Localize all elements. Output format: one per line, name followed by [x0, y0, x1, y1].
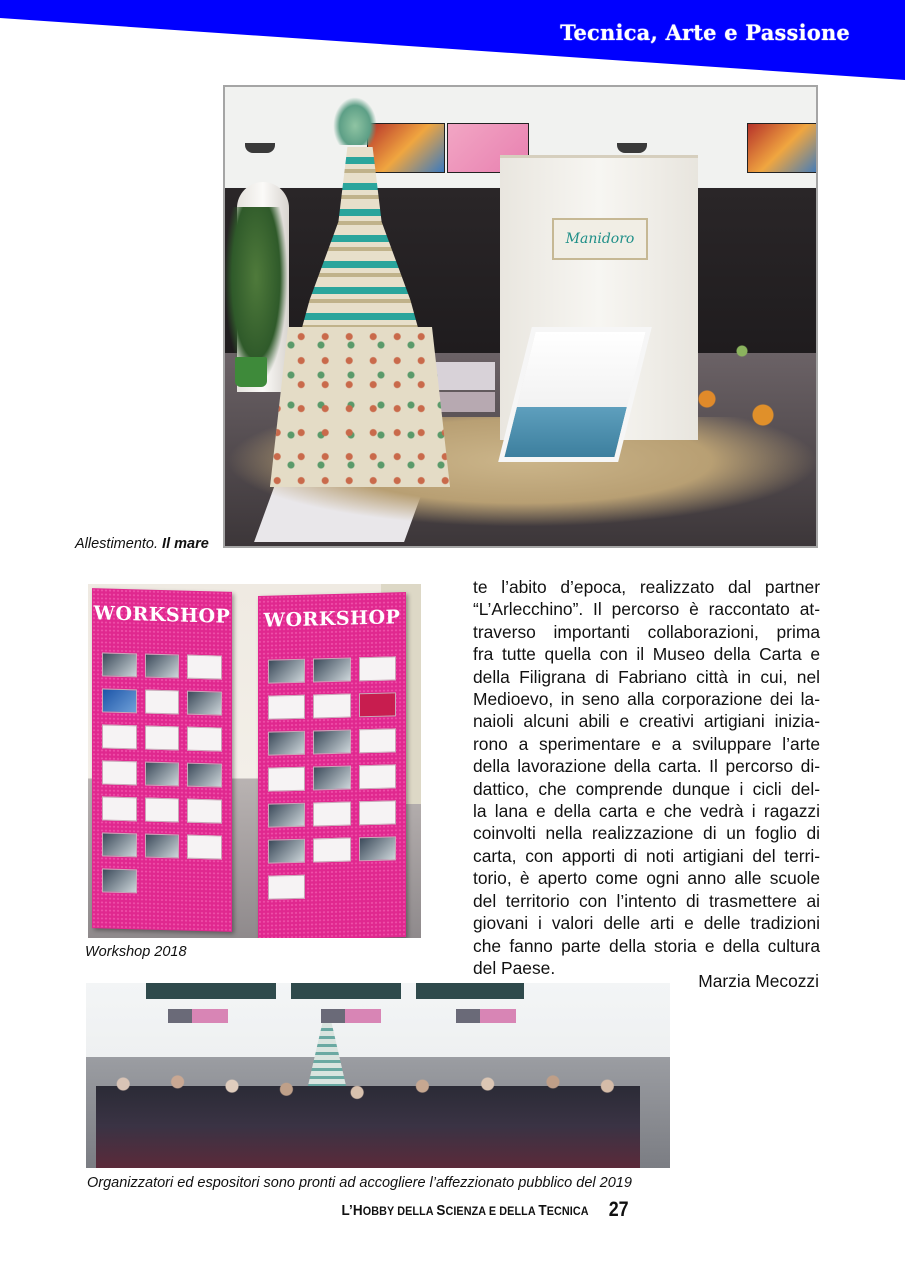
panel-card	[102, 760, 137, 785]
article-body	[473, 576, 820, 979]
article-line: che fanno parte della storia e della cultura	[473, 935, 820, 956]
panel-card	[145, 726, 180, 751]
article-line: te l’abito d’epoca, realizzato dal partner	[473, 577, 820, 597]
photo-balcony	[146, 983, 276, 999]
title-part: CIENZA E DELLA	[445, 1204, 539, 1218]
panel-card	[313, 730, 350, 755]
article-line: traverso importanti collaborazioni, prima	[473, 621, 820, 642]
panel-card	[102, 832, 137, 857]
panel-card	[145, 654, 180, 679]
panel-card	[313, 694, 350, 719]
panel-card	[268, 803, 305, 828]
title-part: OBBY DELLA	[362, 1204, 437, 1218]
photo-coral-decoration	[665, 287, 805, 447]
photo-il-mare-installation	[223, 85, 818, 548]
caption-workshop: Workshop 2018	[85, 944, 187, 960]
panel-card	[268, 839, 305, 864]
panel-title: WORKSHOP	[263, 606, 401, 632]
panel-card	[313, 838, 350, 863]
panel-card	[268, 875, 305, 900]
article-line: la lana e della carta e che vedrà i ragazzi	[473, 801, 820, 822]
page-number: 27	[609, 1198, 629, 1221]
photo-screen	[321, 1009, 381, 1023]
panel-card	[268, 731, 305, 756]
panel-card	[359, 656, 396, 681]
panel-card	[313, 802, 350, 827]
page-footer	[0, 1198, 905, 1222]
workshop-panel-right	[258, 592, 406, 938]
panel-card	[268, 659, 305, 684]
article-line: “L’Arlecchino”. Il percorso è raccontato at-	[473, 599, 820, 620]
panel-card	[145, 690, 180, 715]
photo-dress-embroidery	[270, 327, 450, 487]
panel-card	[187, 799, 222, 824]
article-line: del territorio con l’intento di trasmettere ai	[473, 890, 820, 911]
panel-card	[359, 728, 396, 753]
article-line: rono a sperimentare e a sviluppare l’arte	[473, 733, 820, 754]
panel-card	[145, 762, 180, 787]
photo-screen	[747, 123, 818, 173]
article-line: carta, con apporti di noti artigiani del terri-	[473, 845, 820, 866]
panel-card	[102, 796, 137, 821]
caption-prefix: Allestimento.	[75, 536, 163, 552]
panel-card	[145, 798, 180, 823]
article-line: coinvolti nella realizzazione di un foglio di	[473, 823, 820, 844]
article-line: torio, è aperto come ogni anno alle scuole	[473, 868, 820, 889]
article-line: giovani i valori delle arti e delle tradizioni	[473, 913, 820, 934]
panel-card	[359, 836, 396, 861]
article-line: della Filigrana di Fabriano città in cui, nel	[473, 666, 820, 687]
panel-grid	[268, 656, 396, 899]
article-line: fra tutte quella con il Museo della Carta e	[473, 644, 820, 665]
panel-card	[102, 724, 137, 749]
photo-screen	[367, 123, 445, 173]
panel-card	[313, 766, 350, 791]
photo-lamp	[245, 143, 275, 153]
panel-card	[102, 652, 137, 677]
article-line: naioli alcuni abili e creativi artigiani inizia-	[473, 711, 820, 732]
panel-card	[187, 835, 222, 860]
magazine-title	[342, 1202, 589, 1219]
caption-bold: Il mare	[162, 536, 209, 552]
panel-card	[187, 763, 222, 788]
photo-plant	[225, 207, 287, 382]
panel-grid	[102, 652, 222, 895]
panel-card	[268, 767, 305, 792]
photo-plant-pot	[235, 357, 267, 387]
article-line: del Paese.	[473, 957, 556, 978]
photo-screen	[168, 1009, 228, 1023]
banner-label: Manidoro	[552, 218, 648, 260]
photo-balcony	[416, 983, 524, 999]
title-part: T	[538, 1202, 547, 1219]
caption-group: Organizzatori ed espositori sono pronti ad accogliere l’affezzionato pubblico del 2019	[87, 1175, 632, 1191]
photo-balcony	[291, 983, 401, 999]
article-author: Marzia Mecozzi	[698, 971, 819, 991]
article-line: della lavorazione della carta. Il percorso di-	[473, 756, 820, 777]
panel-card	[187, 655, 222, 680]
title-part: ECNICA	[546, 1204, 589, 1218]
photo-workshop-2018	[88, 584, 421, 938]
photo-dress-headpiece	[333, 97, 377, 145]
panel-card	[102, 868, 137, 893]
article-line: dattico, che comprende dunque i cicli del-	[473, 778, 820, 799]
panel-card	[145, 834, 180, 859]
panel-card	[187, 727, 222, 752]
title-part: S	[436, 1202, 446, 1219]
panel-card	[187, 691, 222, 716]
caption-il-mare	[75, 536, 209, 552]
title-part: L’H	[341, 1202, 363, 1219]
panel-card	[359, 800, 396, 825]
panel-card	[268, 695, 305, 720]
panel-card	[359, 764, 396, 789]
panel-title: WORKSHOP	[93, 602, 231, 628]
panel-card	[102, 688, 137, 713]
section-title: Tecnica, Arte e Passione	[560, 20, 850, 45]
photo-lamp	[617, 143, 647, 153]
article-line: Medioevo, in seno alla corporazione dei la-	[473, 689, 820, 710]
panel-card	[359, 692, 396, 717]
workshop-panel-left	[92, 588, 232, 932]
photo-organizers-group	[86, 983, 670, 1168]
photo-crowd	[96, 1063, 640, 1168]
photo-screen	[456, 1009, 516, 1023]
panel-card	[313, 658, 350, 683]
